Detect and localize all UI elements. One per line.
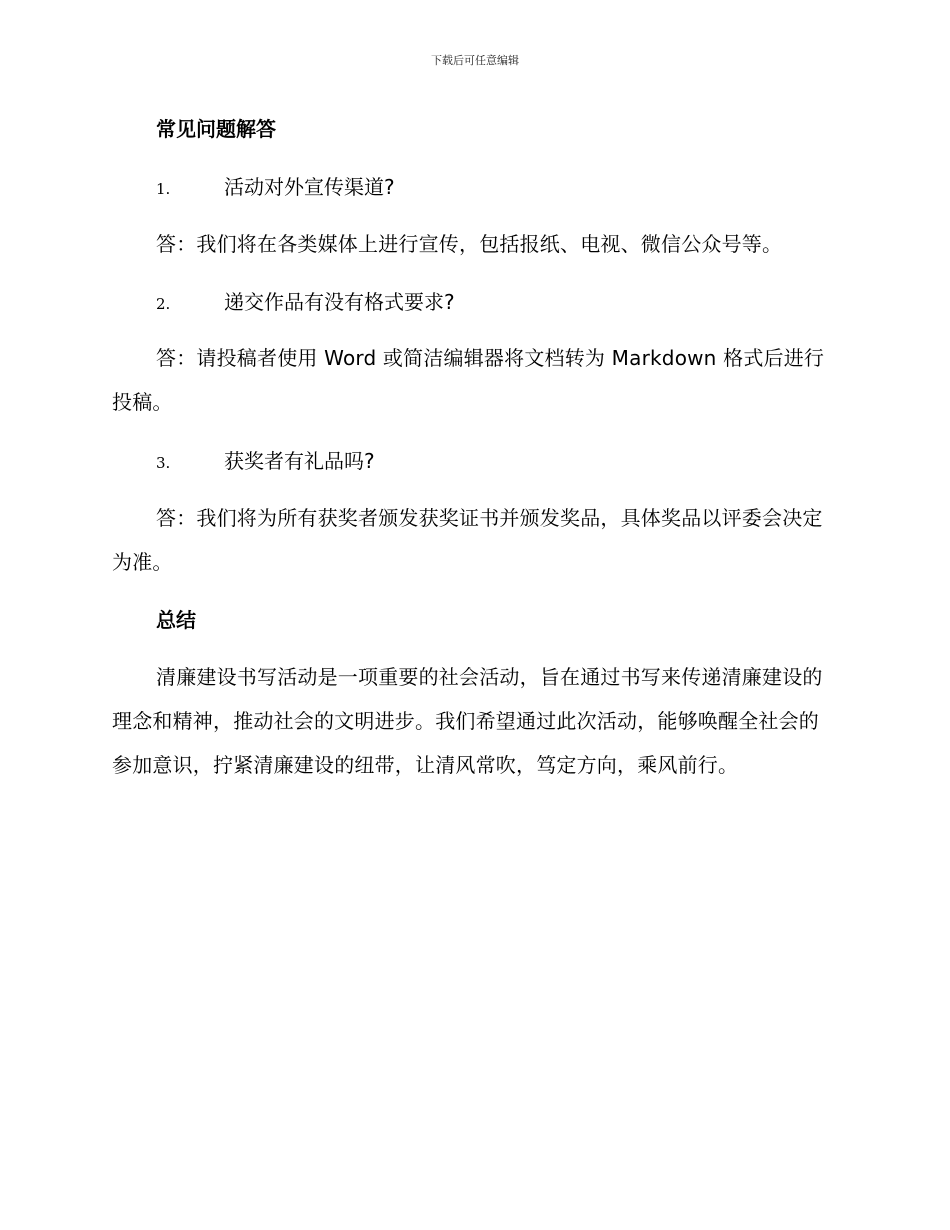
faq-answer-3 xyxy=(112,496,832,584)
faq-answer-text: 答：请投稿者使用 Word 或简洁编辑器将文档转为 Markdown 格式后进行投稿。 xyxy=(112,346,825,414)
faq-answer-text: 答：我们将在各类媒体上进行宣传，包括报纸、电视、微信公众号等。 xyxy=(156,232,783,256)
faq-question-text: 获奖者有礼品吗? xyxy=(224,449,375,473)
faq-question-number: 3. xyxy=(156,454,171,472)
faq-answer-1 xyxy=(112,222,832,266)
faq-question-text: 递交作品有没有格式要求? xyxy=(224,290,455,314)
faq-question-number: 1. xyxy=(156,180,171,198)
faq-question-number: 2. xyxy=(156,295,171,313)
faq-answer-2 xyxy=(112,336,832,424)
summary-text: 清廉建设书写活动是一项重要的社会活动，旨在通过书写来传递清廉建设的理念和精神，推动社会的文明进步。我们希望通过此次活动，能够唤醒全社会的参加意识，拧紧清廉建设的纽带，让清风常吹，笃定方向，乘风前行。 xyxy=(112,665,823,777)
faq-question-2 xyxy=(156,287,455,319)
summary-heading: 总结 xyxy=(156,608,196,632)
summary-body xyxy=(112,655,832,787)
faq-question-1 xyxy=(156,172,395,204)
faq-question-3 xyxy=(156,446,375,478)
faq-heading: 常见问题解答 xyxy=(156,117,276,141)
faq-answer-text: 答：我们将为所有获奖者颁发获奖证书并颁发奖品，具体奖品以评委会决定为准。 xyxy=(112,506,823,574)
page-header: 下载后可任意编辑 xyxy=(431,54,519,67)
faq-question-text: 活动对外宣传渠道? xyxy=(224,175,395,199)
